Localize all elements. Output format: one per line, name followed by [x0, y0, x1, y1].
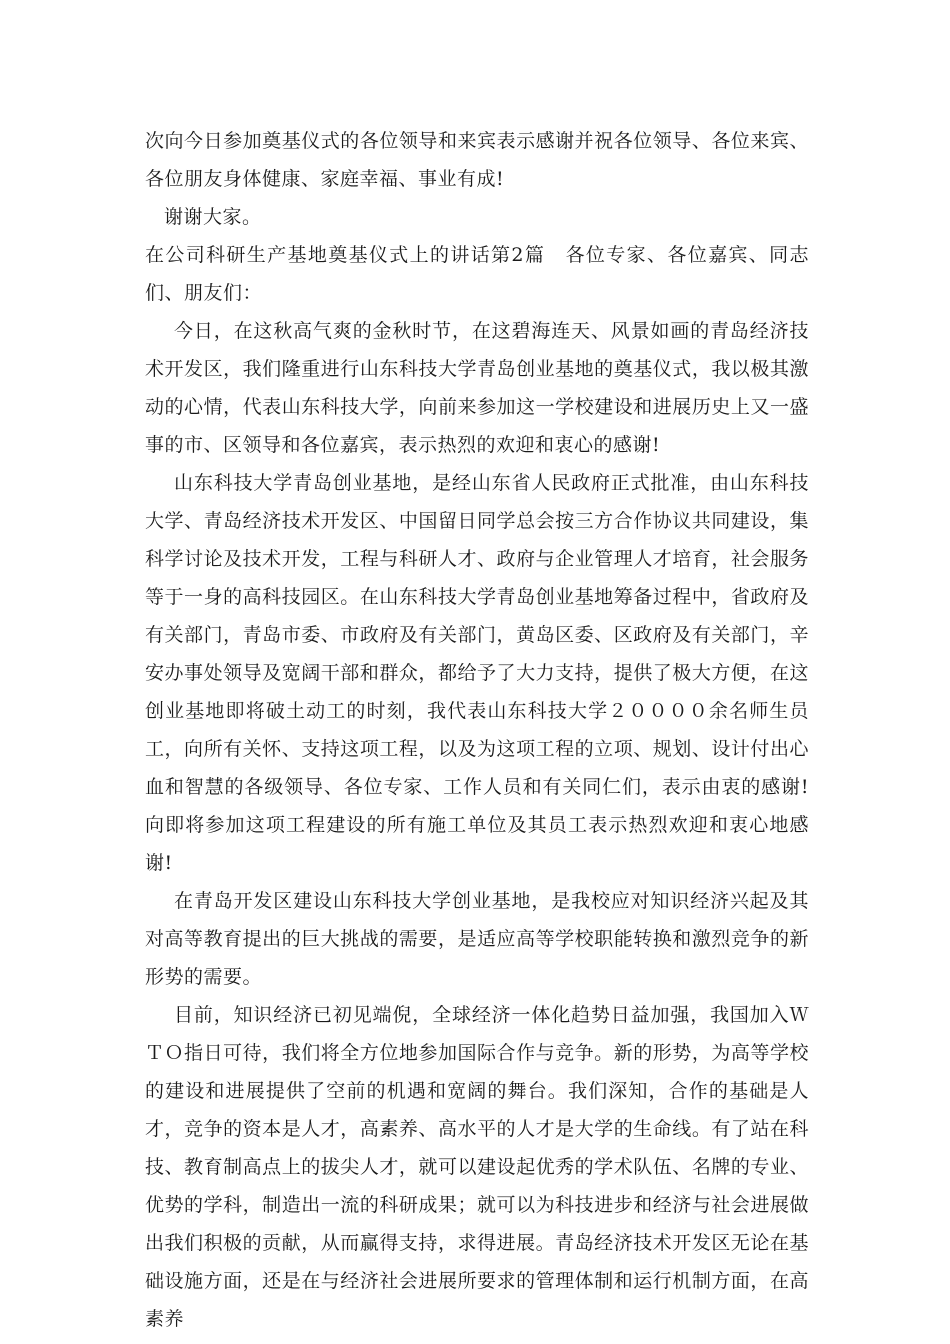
paragraph-thank-you: 谢谢大家。 [164, 206, 262, 228]
paragraph-knowledge-economy: 目前，知识经济已初见端倪，全球经济一体化趋势日益加强，我国加入ＷＴＯ指日可待，我们将全方位地参加国际合作与竞争。新的形势，为高等学校的建设和进展提供了空前的机遇和宽阔的舞台。我们深知，合作的基础是人才，竞争的资本是人才，高素养、高水平的人才是大学的生命线。有了站在科技、教育制高点上的拔尖人才，就可以建设起优秀的学术队伍、名牌的专业、优势的学科，制造出一流的科研成果；就可以为科技进步和经济与社会进展做出我们积极的贡献，从而赢得支持，求得进展。青岛经济技术开发区无论在基础设施方面，还是在与经济社会进展所要求的管理体制和运行机制方面，在高素养 [145, 1004, 809, 1330]
paragraph-speech-heading: 在公司科研生产基地奠基仪式上的讲话第2篇 各位专家、各位嘉宾、同志们、朋友们： [145, 244, 809, 304]
paragraph-base-introduction: 山东科技大学青岛创业基地，是经山东省人民政府正式批准，由山东科技大学、青岛经济技术开发区、中国留日同学总会按三方合作协议共同建设，集科学讨论及技术开发，工程与科研人才、政府与企业管理人才培育，社会服务等于一身的高科技园区。在山东科技大学青岛创业基地筹备过程中，省政府及有关部门，青岛市委、市政府及有关部门，黄岛区委、区政府及有关部门，辛安办事处领导及宽阔干部和群众，都给予了大力支持，提供了极大方便，在这创业基地即将破土动工的时刻，我代表山东科技大学２００００余名师生员工，向所有关怀、支持这项工程，以及为这项工程的立项、规划、设计付出心血和智慧的各级领导、各位专家、工作人员和有关同仁们，表示由衷的感谢!向即将参加这项工程建设的所有施工单位及其员工表示热烈欢迎和衷心地感谢! [145, 472, 809, 874]
paragraph-purpose: 在青岛开发区建设山东科技大学创业基地，是我校应对知识经济兴起及其对高等教育提出的巨大挑战的需要，是适应高等学校职能转换和激烈竞争的新形势的需要。 [145, 890, 809, 988]
document-body [145, 122, 809, 1338]
paragraph-closing-thanks: 次向今日参加奠基仪式的各位领导和来宾表示感谢并祝各位领导、各位来宾、各位朋友身体健康、家庭幸福、事业有成! [145, 130, 809, 190]
paragraph-opening: 今日，在这秋高气爽的金秋时节，在这碧海连天、风景如画的青岛经济技术开发区，我们隆重进行山东科技大学青岛创业基地的奠基仪式，我以极其激动的心情，代表山东科技大学，向前来参加这一学校建设和进展历史上又一盛事的市、区领导和各位嘉宾，表示热烈的欢迎和衷心的感谢! [145, 320, 809, 456]
